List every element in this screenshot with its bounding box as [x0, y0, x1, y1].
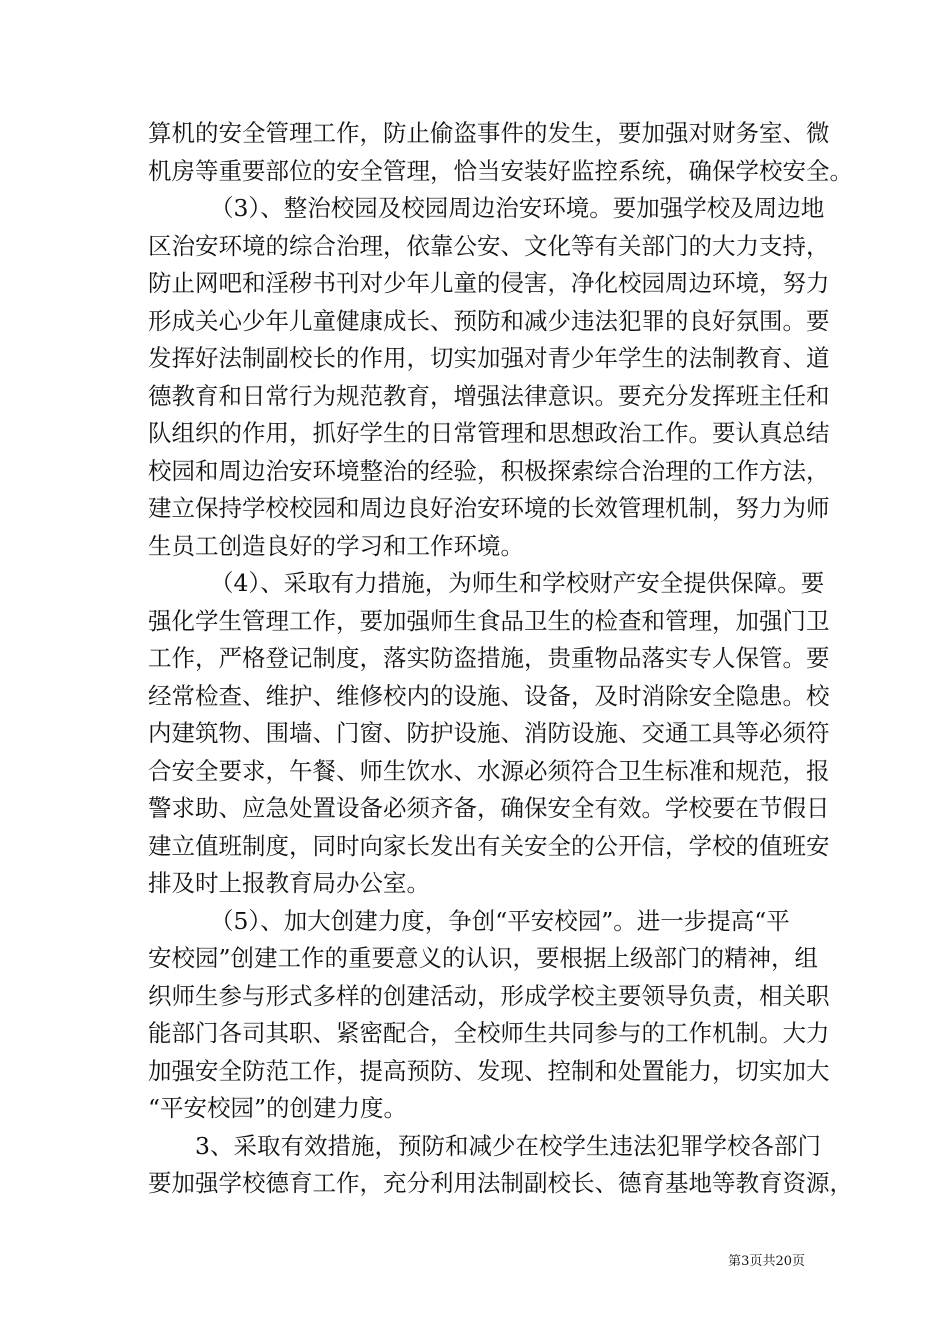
- text-line: 德教育和日常行为规范教育，增强法律意识。要充分发挥班主任和: [148, 381, 830, 410]
- text-line: 校园和周边治安环境整治的经验，积极探索综合治理的工作方法，: [148, 456, 830, 485]
- text-line: 安校园”创建工作的重要意义的认识，要根据上级部门的精神，组: [148, 944, 819, 972]
- text-line: 队组织的作用，抓好学生的日常管理和思想政治工作。要认真总结: [148, 419, 830, 447]
- text-line: 警求助、应急处置设备必须齐备，确保安全有效。学校要在节假日: [148, 794, 830, 822]
- text-line: 强化学生管理工作，要加强师生食品卫生的检查和管理，加强门卫: [148, 606, 830, 635]
- text-line: 机房等重要部位的安全管理，恰当安装好监控系统，确保学校安全。: [148, 156, 853, 185]
- text-line: 工作，严格登记制度，落实防盗措施，贵重物品落实专人保管。要: [148, 644, 830, 672]
- text-line: 生员工创造良好的学习和工作环境。: [148, 531, 524, 560]
- text-line: 建立保持学校校园和周边良好治安环境的长效管理机制，努力为师: [148, 494, 830, 522]
- text-line: “平安校园”的创建力度。: [148, 1094, 408, 1122]
- text-line: 合安全要求，午餐、师生饮水、水源必须符合卫生标准和规范，报: [148, 756, 830, 785]
- text-line: 能部门各司其职、紧密配合，全校师生共同参与的工作机制。大力: [148, 1019, 830, 1047]
- text-line: 算机的安全管理工作，防止偷盗事件的发生，要加强对财务室、微: [148, 119, 830, 147]
- text-line: 形成关心少年儿童健康成长、预防和减少违法犯罪的良好氛围。要: [148, 306, 830, 335]
- text-line: 建立值班制度，同时向家长发出有关安全的公开信，学校的值班安: [148, 831, 830, 860]
- paragraph-start-line: （4）、采取有力措施，为师生和学校财产安全提供保障。要: [210, 569, 825, 597]
- body-text: [148, 115, 853, 1203]
- text-line: 要加强学校德育工作，充分利用法制副校长、德育基地等教育资源，: [148, 1169, 853, 1197]
- paragraph-start-line: （3）、整治校园及校园周边治安环境。要加强学校及周边地: [210, 194, 825, 222]
- text-line: 加强安全防范工作，提高预防、发现、控制和处置能力，切实加大: [148, 1056, 830, 1085]
- text-line: 发挥好法制副校长的作用，切实加强对青少年学生的法制教育、道: [148, 344, 830, 372]
- page-number: 第3页共20页: [728, 1254, 805, 1269]
- paragraph-start-line: （5）、加大创建力度，争创“平安校园”。进一步提高“平: [210, 906, 790, 935]
- text-line: 经常检查、维护、维修校内的设施、设备，及时消除安全隐患。校: [148, 681, 830, 710]
- text-line: 内建筑物、围墙、门窗、防护设施、消防设施、交通工具等必须符: [148, 719, 830, 747]
- text-line: 防止网吧和淫秽书刊对少年儿童的侵害，净化校园周边环境，努力: [148, 269, 830, 297]
- paragraph-start-line: 3、采取有效措施，预防和减少在校学生违法犯罪学校各部门: [195, 1131, 821, 1160]
- text-line: 排及时上报教育局办公室。: [148, 869, 430, 897]
- text-line: 织师生参与形式多样的创建活动，形成学校主要领导负责，相关职: [148, 981, 830, 1010]
- text-line: 区治安环境的综合治理，依靠公安、文化等有关部门的大力支持，: [148, 231, 830, 260]
